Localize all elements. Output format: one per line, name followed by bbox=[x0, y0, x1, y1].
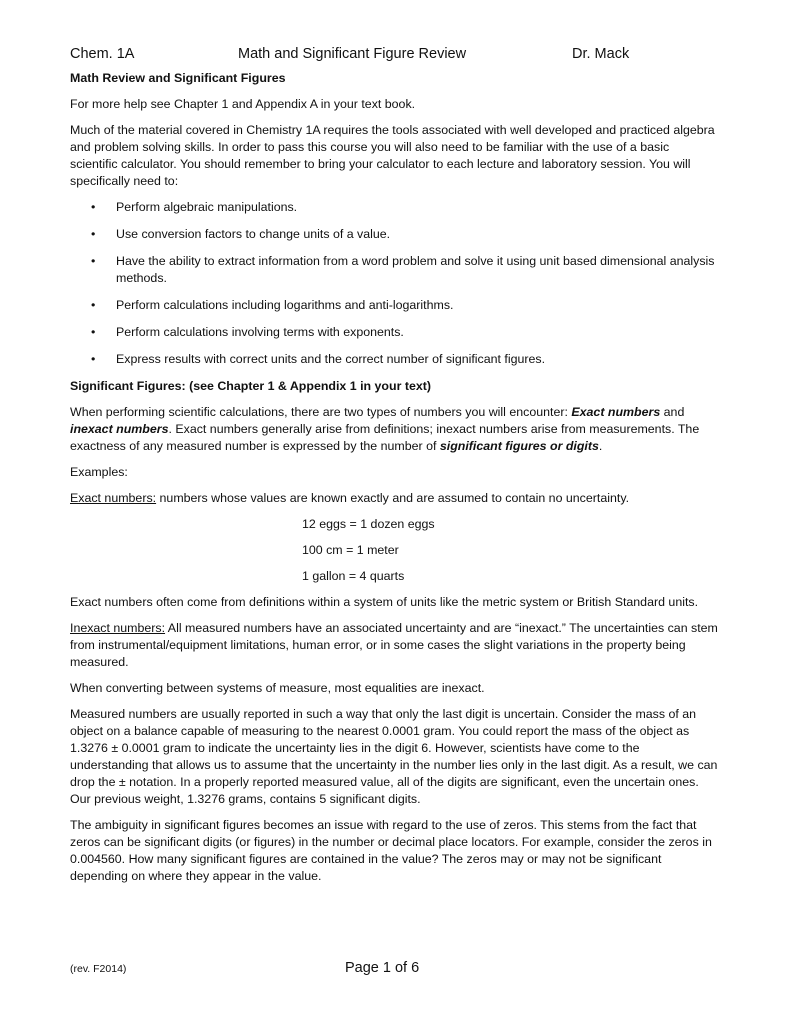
section-heading-significant-figures: Significant Figures: (see Chapter 1 & Appendix 1 in your text) bbox=[70, 379, 431, 393]
term-significant-figures: significant figures or digits bbox=[439, 439, 599, 453]
zeros-paragraph: The ambiguity in significant figures becomes an issue with regard to the use of zeros. This stems from the fact that zeros can be significant digits (or figures) in the number or decimal place locators. For example, consider the zeros in 0.004560. How many significant figures are contained in the value? The zeros may or may not be significant depending on where they appear in the value. bbox=[70, 818, 712, 883]
page-header bbox=[70, 46, 730, 68]
exact-numbers-label: Exact numbers: bbox=[70, 491, 157, 505]
header-title: Math and Significant Figure Review bbox=[238, 46, 467, 62]
header-instructor: Dr. Mack bbox=[572, 46, 630, 62]
bullet-icon: • bbox=[91, 254, 96, 268]
bullet-icon: • bbox=[91, 298, 96, 312]
text-run: . Exact numbers generally arise from definitions; inexact numbers arise from measurements. The exactness of any measured number is expressed by the number of bbox=[70, 422, 700, 453]
list-item bbox=[70, 226, 720, 243]
header-course: Chem. 1A bbox=[70, 46, 135, 62]
text-run: All measured numbers have an associated uncertainty and are “inexact.” The uncertainties can stem from instrumental/equipment limitations, human error, or in some cases the slight variations in the property being measured. bbox=[70, 621, 718, 669]
page-number: Page 1 of 6 bbox=[345, 960, 420, 976]
intro-paragraph: Much of the material covered in Chemistry 1A requires the tools associated with well developed and practiced algebra and problem solving skills. In order to pass this course you will also need to be familiar with the use of a basic scientific calculator. You should remember to bring your calculator to each lecture and laboratory session. You will specifically need to: bbox=[70, 123, 715, 188]
converting-paragraph: When converting between systems of measure, most equalities are inexact. bbox=[70, 681, 485, 695]
list-item-text: Use conversion factors to change units of a value. bbox=[116, 227, 391, 241]
term-inexact-numbers: inexact numbers bbox=[70, 422, 169, 436]
measured-numbers-paragraph: Measured numbers are usually reported in such a way that only the last digit is uncertain. Consider the mass of an object on a balance capable of measuring to the nearest 0.0001 gram. You could report the mass of the object as 1.3276 ± 0.0001 gram to indicate the uncertainty lies in the digit 6. However, scientists have come to the understanding that allows us to assume that the uncertainty in the number lies only in the last digit. As a result, we can drop the ± notation. In a properly reported measured value, all of the digits are significant, even the uncertain ones. Our previous weight, 1.3276 grams, contains 5 significant digits. bbox=[70, 707, 718, 806]
term-exact-numbers: Exact numbers bbox=[571, 405, 661, 419]
revision-label: (rev. F2014) bbox=[70, 963, 127, 975]
list-item bbox=[70, 297, 720, 314]
exact-source-paragraph: Exact numbers often come from definitions within a system of units like the metric system or British Standard units. bbox=[70, 595, 699, 609]
list-item-text: Have the ability to extract information from a word problem and solve it using unit based dimensional analysis methods. bbox=[116, 254, 715, 285]
inexact-numbers-definition bbox=[70, 620, 720, 671]
list-item bbox=[70, 199, 720, 216]
list-item-text: Express results with correct units and the correct number of significant figures. bbox=[116, 352, 546, 366]
list-item-text: Perform calculations including logarithms and anti-logarithms. bbox=[116, 298, 454, 312]
inexact-numbers-label: Inexact numbers: bbox=[70, 621, 166, 635]
bullet-icon: • bbox=[91, 227, 96, 241]
bullet-icon: • bbox=[91, 200, 96, 214]
bullet-icon: • bbox=[91, 352, 96, 366]
skills-list bbox=[70, 199, 720, 368]
equality-example: 1 gallon = 4 quarts bbox=[302, 569, 405, 583]
text-run: When performing scientific calculations, there are two types of numbers you will encounter: bbox=[70, 405, 572, 419]
exact-numbers-definition bbox=[70, 490, 720, 507]
examples-label: Examples: bbox=[70, 465, 128, 479]
document-body bbox=[70, 70, 720, 894]
text-run: and bbox=[660, 405, 685, 419]
equality-example: 12 eggs = 1 dozen eggs bbox=[302, 517, 435, 531]
list-item bbox=[70, 324, 720, 341]
number-types-paragraph bbox=[70, 404, 720, 455]
list-item bbox=[70, 351, 720, 368]
equality-example: 100 cm = 1 meter bbox=[302, 543, 399, 557]
text-run: numbers whose values are known exactly and are assumed to contain no uncertainty. bbox=[156, 491, 630, 505]
page-footer bbox=[70, 960, 730, 982]
list-item-text: Perform calculations involving terms with exponents. bbox=[116, 325, 404, 339]
help-paragraph: For more help see Chapter 1 and Appendix A in your text book. bbox=[70, 97, 416, 111]
list-item-text: Perform algebraic manipulations. bbox=[116, 200, 298, 214]
bullet-icon: • bbox=[91, 325, 96, 339]
list-item bbox=[70, 253, 720, 287]
section-heading-math-review: Math Review and Significant Figures bbox=[70, 71, 286, 85]
text-run: . bbox=[598, 439, 603, 453]
